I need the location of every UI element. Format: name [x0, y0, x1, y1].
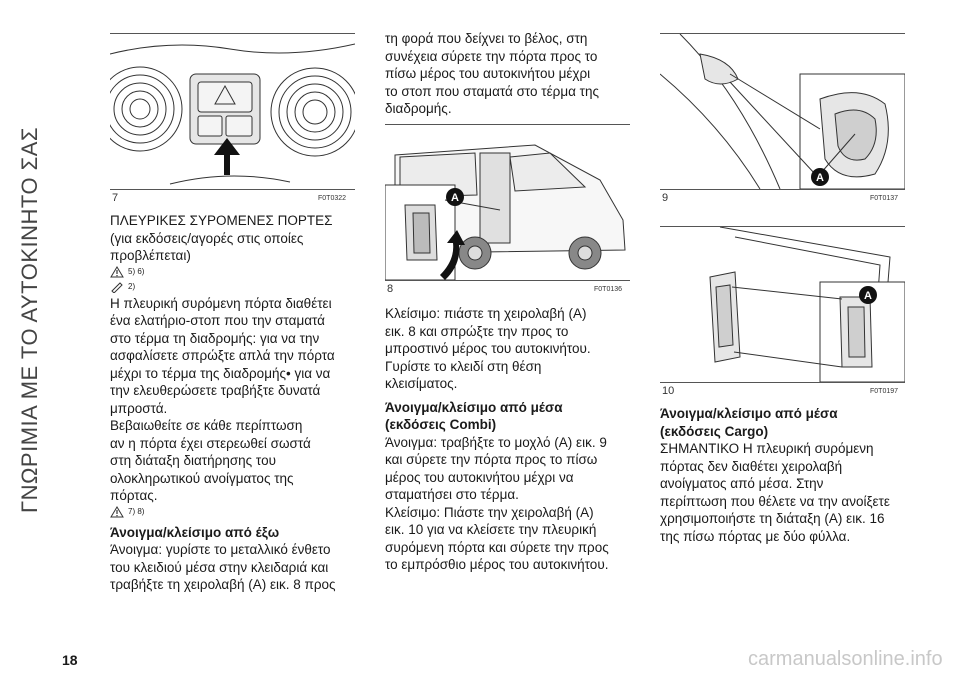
col2-para1-line5: κλεισίματος.	[385, 376, 458, 391]
para3-line1: Άνοιγμα: γυρίστε το μεταλλικό ένθετο	[110, 542, 331, 557]
figure-9-code: F0T0137	[870, 195, 899, 202]
pencil-note-icon	[110, 281, 124, 293]
para1-line1: Η πλευρική συρόμενη πόρτα διαθέτει	[110, 295, 332, 311]
figure-10	[660, 226, 905, 383]
col2-para1-line3: μπροστινό μέρος του αυτοκινήτου.	[385, 341, 591, 356]
col2-para3-line3: συρόμενη πόρτα και σύρετε την προς	[385, 539, 609, 555]
para1-line2: ένα ελατήριο-στοπ που την σταματά	[110, 313, 325, 328]
warning-note-1	[110, 265, 370, 280]
figure-7	[110, 33, 355, 190]
col2-para3-line4: το εμπρόσθιο μέρος του αυτοκινήτου.	[385, 557, 609, 572]
figure-8	[385, 124, 630, 281]
warning-triangle-icon	[110, 266, 124, 278]
warning-note-3	[110, 505, 370, 520]
col2-heading-line2: (εκδόσεις Combi)	[385, 417, 497, 432]
col2-para3-line2: εικ. 10 για να κλείσετε την πλευρική	[385, 522, 597, 537]
para2-line1: Βεβαιωθείτε σε κάθε περίπτωση	[110, 418, 303, 433]
col2-top-line1: τη φορά που δείχνει το βέλος, στη	[385, 31, 588, 46]
heading-subline-2: προβλέπεται)	[110, 248, 191, 263]
col3-para-line6: της πίσω πόρτας με δύο φύλλα.	[660, 528, 851, 544]
para2-line3: στη διάταξη διατήρησης του	[110, 453, 276, 468]
figure-10-number: 10	[662, 385, 675, 397]
para2-line2: αν η πόρτα έχει στερεωθεί σωστά	[110, 435, 311, 451]
figure-8-number: 8	[387, 283, 394, 295]
column-2-text	[385, 305, 645, 574]
col2-top-line3: πίσω μέρος του αυτοκινήτου μέχρι	[385, 66, 591, 81]
warning-note-2-refs: 2)	[128, 282, 136, 292]
col2-heading-line1: Άνοιγμα/κλείσιμο από μέσα	[385, 399, 563, 415]
figure-7-code: F0T0322	[318, 195, 347, 202]
figure-10-code: F0T0197	[870, 388, 899, 395]
col3-para-line4: περίπτωση που θέλετε να την ανοίξετε	[660, 493, 890, 509]
col3-heading-line2: (εκδόσεις Cargo)	[660, 423, 769, 439]
figure-10-callout: A	[864, 290, 872, 302]
subheading-outside: Άνοιγμα/κλείσιμο από έξω	[110, 524, 280, 540]
col2-para2-line4: σταματήσει στο τέρμα.	[385, 487, 519, 502]
col2-para2-line3: μέρος του αυτοκινήτου μέχρι να	[385, 469, 574, 485]
para2-line4: ολοκληρωτικού ανοίγματος της	[110, 470, 294, 486]
col2-top-line5: διαδρομής.	[385, 101, 452, 116]
interior-lever-illustration	[660, 34, 905, 189]
warning-note-1-refs: 5) 6)	[128, 267, 145, 277]
heading-subline-1: (για εκδόσεις/αγορές στις οποίες	[110, 230, 304, 246]
para1-line3: στο τέρμα τη διαδρομής: για να την	[110, 330, 320, 346]
dashboard-switch-illustration	[110, 34, 355, 189]
section-heading: ΠΛΕΥΡΙΚΕΣ ΣΥΡΟΜΕΝΕΣ ΠΟΡΤΕΣ	[110, 213, 333, 228]
figure-9-callout: A	[816, 172, 824, 184]
para1-line7: μπροστά.	[110, 400, 168, 416]
side-section-title	[10, 20, 50, 620]
column-3-text	[660, 405, 920, 545]
col2-top-line4: το στοπ που σταματά στο τέρμα της	[385, 83, 600, 99]
para3-line3: τραβήξτε τη χειρολαβή (A) εικ. 8 προς	[110, 577, 336, 592]
col3-para-line5: χρησιμοποιήστε τη διάταξη (A) εικ. 16	[660, 511, 885, 526]
watermark: carmanualsonline.info	[748, 648, 943, 670]
interior-handle-illustration	[660, 227, 905, 382]
van-sliding-door-illustration	[385, 125, 630, 280]
warning-note-2	[110, 280, 370, 295]
column-1-text	[110, 212, 370, 594]
figure-9	[660, 33, 905, 190]
figure-9-number: 9	[662, 192, 669, 204]
col2-para3-line1: Κλείσιμο: Πιάστε την χειρολαβή (A)	[385, 504, 594, 520]
para1-line6: την ελευθερώσετε τραβήξτε δυνατά	[110, 383, 321, 398]
warning-triangle-icon	[110, 506, 124, 518]
para1-line5: μέχρι το τέρμα της διαδρομής• για να	[110, 365, 331, 381]
para2-line5: πόρτας.	[110, 488, 158, 503]
col2-para1-line2: εικ. 8 και σπρώξτε την προς το	[385, 323, 569, 339]
figure-8-code: F0T0136	[594, 286, 623, 293]
para1-line4: ασφαλίσετε σπρώξτε απλά την πόρτα	[110, 348, 335, 363]
para3-line2: του κλειδιού μέσα στην κλειδαριά και	[110, 559, 329, 575]
col2-para1-line4: Γυρίστε το κλειδί στη θέση	[385, 358, 542, 374]
side-title-text: ΓΝΩΡΙΜΙΑ ΜΕ ΤΟ ΑΥΤΟΚΙΝΗΤΟ ΣΑΣ	[17, 126, 42, 514]
figure-8-callout: A	[451, 192, 459, 204]
page-number: 18	[62, 652, 78, 668]
col3-para-line3: ανοίγματος από μέσα. Στην	[660, 476, 824, 491]
col2-para2-line1: Άνοιγμα: τραβήξτε το μοχλό (A) εικ. 9	[385, 434, 607, 450]
col3-para-line2: πόρτας δεν διαθέτει χειρολαβή	[660, 458, 843, 474]
col3-para-line1: ΣΗΜΑΝΤΙΚΟ Η πλευρική συρόμενη	[660, 441, 874, 456]
figure-7-number: 7	[112, 192, 119, 204]
warning-note-3-refs: 7) 8)	[128, 507, 145, 517]
col2-para2-line2: και σύρετε την πόρτα προς το πίσω	[385, 452, 598, 467]
col2-para1-line1: Κλείσιμο: πιάστε τη χειρολαβή (A)	[385, 306, 587, 321]
col3-heading-line1: Άνοιγμα/κλείσιμο από μέσα	[660, 406, 838, 421]
col2-top-line2: συνέχεια σύρετε την πόρτα προς το	[385, 48, 598, 64]
column-2-top-text	[385, 30, 645, 118]
